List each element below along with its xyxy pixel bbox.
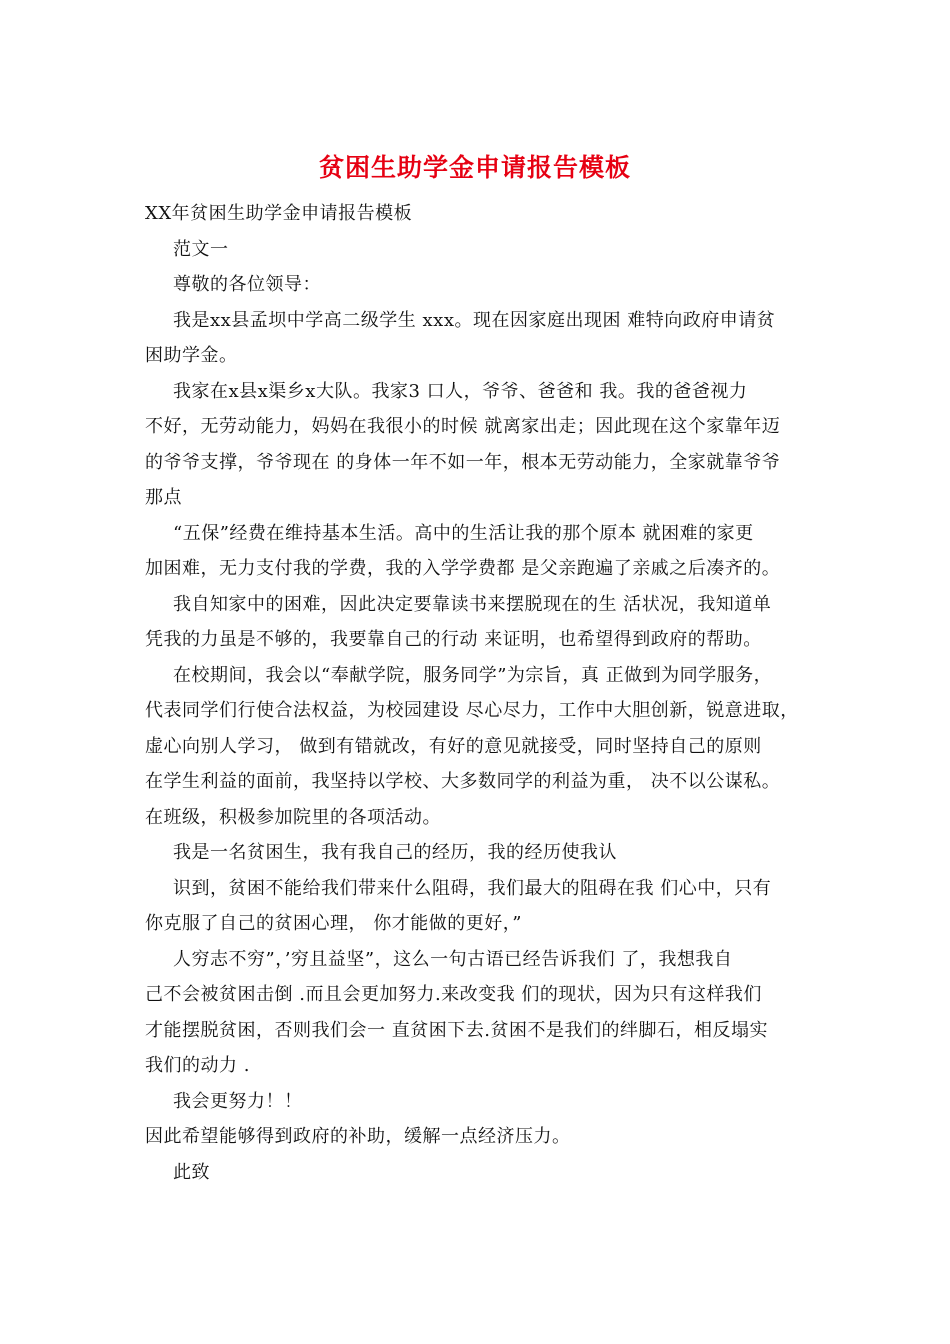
text-line: 我们的动力 .: [145, 1055, 250, 1076]
text-line: 在班级，积极参加院里的各项活动。: [145, 806, 441, 828]
text-line: 困助学金。: [145, 345, 238, 366]
text-line: 人穷志不穷”，’穷且益坚”，这么一句古语已经告诉我们 了，我想我自: [173, 948, 733, 970]
text-line: 你克服了自己的贫困心理， 你才能做的更好，”: [145, 913, 522, 934]
text-line: 因此希望能够得到政府的补助，缓解一点经济压力。: [145, 1126, 571, 1147]
text-line: 识到，贫困不能给我们带来什么阻碍，我们最大的阻碍在我 们心中，只有: [173, 877, 772, 899]
text-line: 在校期间，我会以“奉献学院，服务同学”为宗旨，真 正做到为同学服务，: [173, 664, 773, 686]
text-line: 在学生利益的面前，我坚持以学校、大多数同学的利益为重， 决不以公谋私。: [145, 771, 781, 792]
text-line: 才能摆脱贫困，否则我们会一 直贫困下去.贫困不是我们的绊脚石，相反塌实: [145, 1019, 768, 1041]
text-line: 己不会被贫困击倒 .而且会更加努力.来改变我 们的现状，因为只有这样我们: [145, 984, 762, 1005]
text-line: 的爷爷支撑，爷爷现在 的身体一年不如一年，根本无劳动能力，全家就靠爷爷: [145, 451, 781, 473]
text-line: 加困难，无力支付我的学费，我的入学学费都 是父亲跑遍了亲戚之后凑齐的。: [145, 558, 781, 579]
document-title: 贫困生助学金申请报告模板: [318, 153, 631, 182]
text-line: 不好，无劳动能力，妈妈在我很小的时候 就离家出走；因此现在这个家靠年迈: [145, 416, 781, 437]
text-line: 虚心向别人学习， 做到有错就改，有好的意见就接受，同时坚持自己的原则: [145, 735, 762, 757]
text-line: 此致: [173, 1161, 210, 1183]
text-line: 我家在x县x渠乡x大队。我家3 口人，爷爷、爸爸和 我。我的爸爸视力: [173, 380, 748, 402]
document-body: [145, 196, 825, 1190]
text-line: 那点: [145, 487, 182, 508]
text-line: 我自知家中的困难，因此决定要靠读书来摆脱现在的生 活状况，我知道单: [173, 593, 772, 615]
text-line: 凭我的力虽是不够的，我要靠自己的行动 来证明，也希望得到政府的帮助。: [145, 629, 762, 650]
text-line: “五保”经费在维持基本生活。高中的生活让我的那个原本 就困难的家更: [173, 522, 754, 544]
text-line: 我会更努力！！: [173, 1090, 303, 1112]
text-line: 范文一: [173, 238, 229, 260]
text-line: 代表同学们行使合法权益，为校园建设 尽心尽力，工作中大胆创新，锐意进取，: [145, 700, 799, 721]
text-line: XX年贫困生助学金申请报告模板: [145, 203, 413, 224]
text-line: 我是xx县孟坝中学高二级学生 xxx。现在因家庭出现困 难特向政府申请贫: [173, 309, 776, 331]
text-line: 我是一名贫困生，我有我自己的经历，我的经历使我认: [173, 842, 617, 863]
text-line: 尊敬的各位领导：: [173, 274, 321, 295]
